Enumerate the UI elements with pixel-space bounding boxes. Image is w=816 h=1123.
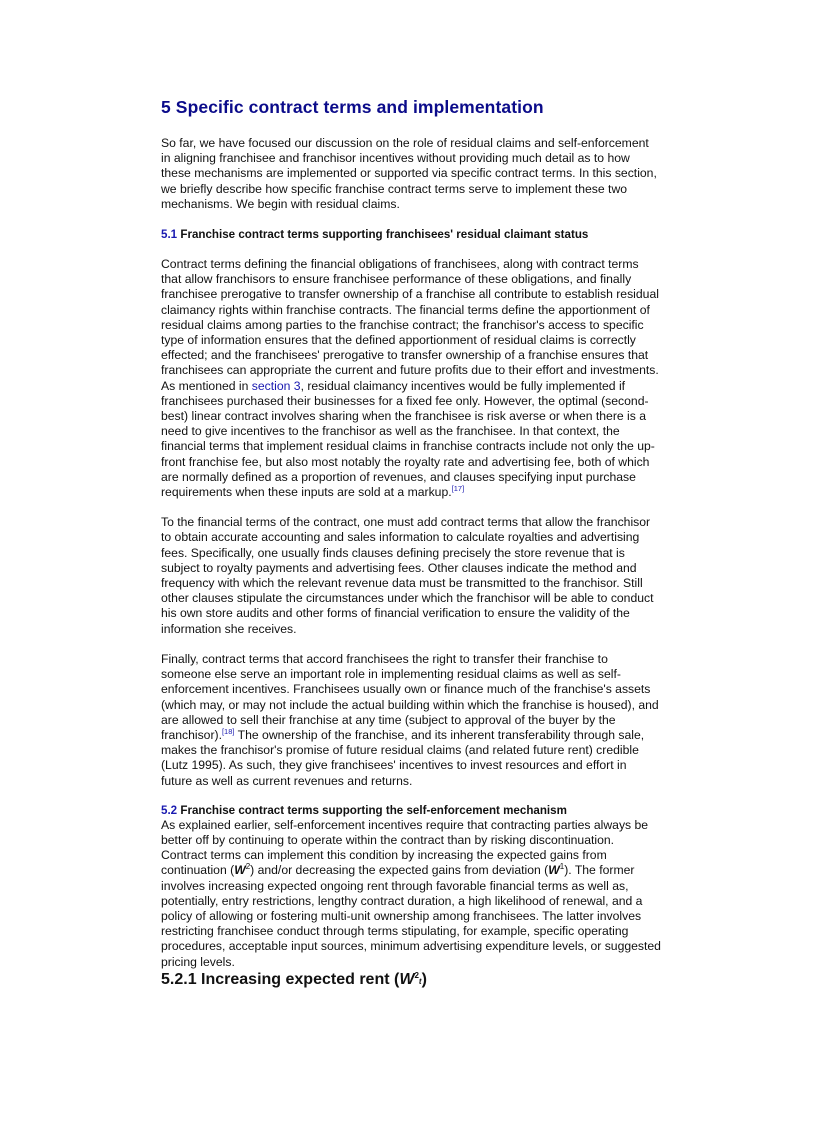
var-w-rent: W <box>399 970 415 988</box>
section-title: 5 Specific contract terms and implementation <box>161 97 544 117</box>
subsubsection-5-2-1-heading: 5.2.1 Increasing expected rent $(W^2_t)$ <box>161 970 427 988</box>
section-3-link[interactable]: section 3 <box>251 378 301 393</box>
subsection-5-1-number: 5.1 <box>161 228 178 242</box>
paragraph-5-1-a: Contract terms defining the financial obligations of franchisees, along with contract terms that allow franchisors to ensure franchisee performance of these obligations, and finally franchisee prerogative to transfer ownership of a franchise all contribute to establish residual claimancy rights within franchise contracts. The financial terms define the apportionment of residual claims among parties to the franchise contract; the franchisor's access to specific type of information ensures that the defined apportionment of residual claims is correctly effected; and the franchisees' prerogative to transfer ownership of a franchise ensures that franchisees can appropriate the current and future profits due to their effort and investments. <box>161 257 659 378</box>
footnote-17-link[interactable]: [17] <box>451 484 465 494</box>
document-page <box>161 96 661 990</box>
paragraph-5-1-c: To the financial terms of the contract, one must add contract terms that allow the franchisor to obtain accurate accounting and sales information to calculate royalties and advertising fees. Specifically, one usually finds clauses defining precisely the store revenue that is subject to royalty payments and advertising fees. Other clauses indicate the method and frequency with which the relevant revenue data must be transmitted to the franchisor. Still other clauses stipulate the circumstances under which the franchisor will be able to conduct his own store audits and other forms of financial verification to ensure the validity of the information she receives. <box>161 515 654 636</box>
subsection-5-2-number: 5.2 <box>161 803 178 817</box>
paragraph-5-2-a: As explained earlier, self-enforcement incentives require that contracting parties always be better off by continuing to operate within the contract than by risking discontinuation. Contract terms can implement this condition by increasing the expected gains from continuation $(W^2)$ and/or decreasing the expected gains from deviation $(W^1)$. The former involves increasing expected ongoing rent through favorable financial terms as well as, potentially, entry restrictions, lengthy contract duration, a high likelihood of renewal, and a policy of allowing or fostering multi-unit ownership among franchisees. The latter involves restricting franchisee conduct through terms stipulating, for example, specific operating procedures, acceptable input sources, minimum advertising expenditure levels, or suggested pricing levels. <box>161 817 661 969</box>
intro-paragraph: So far, we have focused our discussion on the role of residual claims and self-enforcement in aligning franchisee and franchisor incentives without providing much detail as to how these mechanisms are implemented or supported via specific contract terms. In this section, we briefly describe how specific franchise contract terms serve to implement these two mechanisms. We begin with residual claims. <box>161 136 657 211</box>
superscript-2: 2 <box>245 862 251 872</box>
subsection-5-1-title: Franchise contract terms supporting franchisees' residual claimant status <box>180 228 589 242</box>
subsection-5-2-title: Franchise contract terms supporting the self-enforcement mechanism <box>180 803 567 817</box>
footnote-18-link[interactable]: [18] <box>221 726 235 736</box>
subscript-t-heading: t <box>418 976 422 986</box>
superscript-2-heading: 2 <box>414 970 419 980</box>
var-w-deviation: W <box>548 863 560 878</box>
subsection-5-1-heading <box>161 227 661 242</box>
var-w-continuation: W <box>234 863 246 878</box>
paragraph-5-1-d: Finally, contract terms that accord franchisees the right to transfer their franchise to someone else serve an important role in implementing residual claims as well as self-enforcement incentives. Franchisees usually own or finance much of the franchise's assets (which may, or may not include the actual building within which the franchise is housed), and are allowed to sell their franchise at any time (subject to approval of the buyer by the franchisor).[18] The ownership of the franchise, and its inherent transferability through sale, makes the franchisor's promise of future residual claims (and related future rent) credible (Lutz 1995). As such, they give franchisees' incentives to invest resources and effort in future as well as current revenues and returns. <box>161 651 659 788</box>
subsection-5-2-heading <box>161 803 661 818</box>
paragraph-5-1-b: As mentioned in section 3, residual claimancy incentives would be fully implemented if franchisees purchased their businesses for a fixed fee only. However, the optimal (second-best) linear contract involves sharing when the franchisee is risk averse or when there is a need to give incentives to the franchisor as well as the franchisee. In that context, the financial terms that implement residual claims in franchise contracts include not only the up-front franchise fee, but also most notably the royalty rate and advertising fee, both of which are normally defined as a proportion of revenues, and clauses specifying input purchase requirements when these inputs are sold at a markup.[17] <box>161 378 655 500</box>
superscript-1: 1 <box>559 862 565 872</box>
